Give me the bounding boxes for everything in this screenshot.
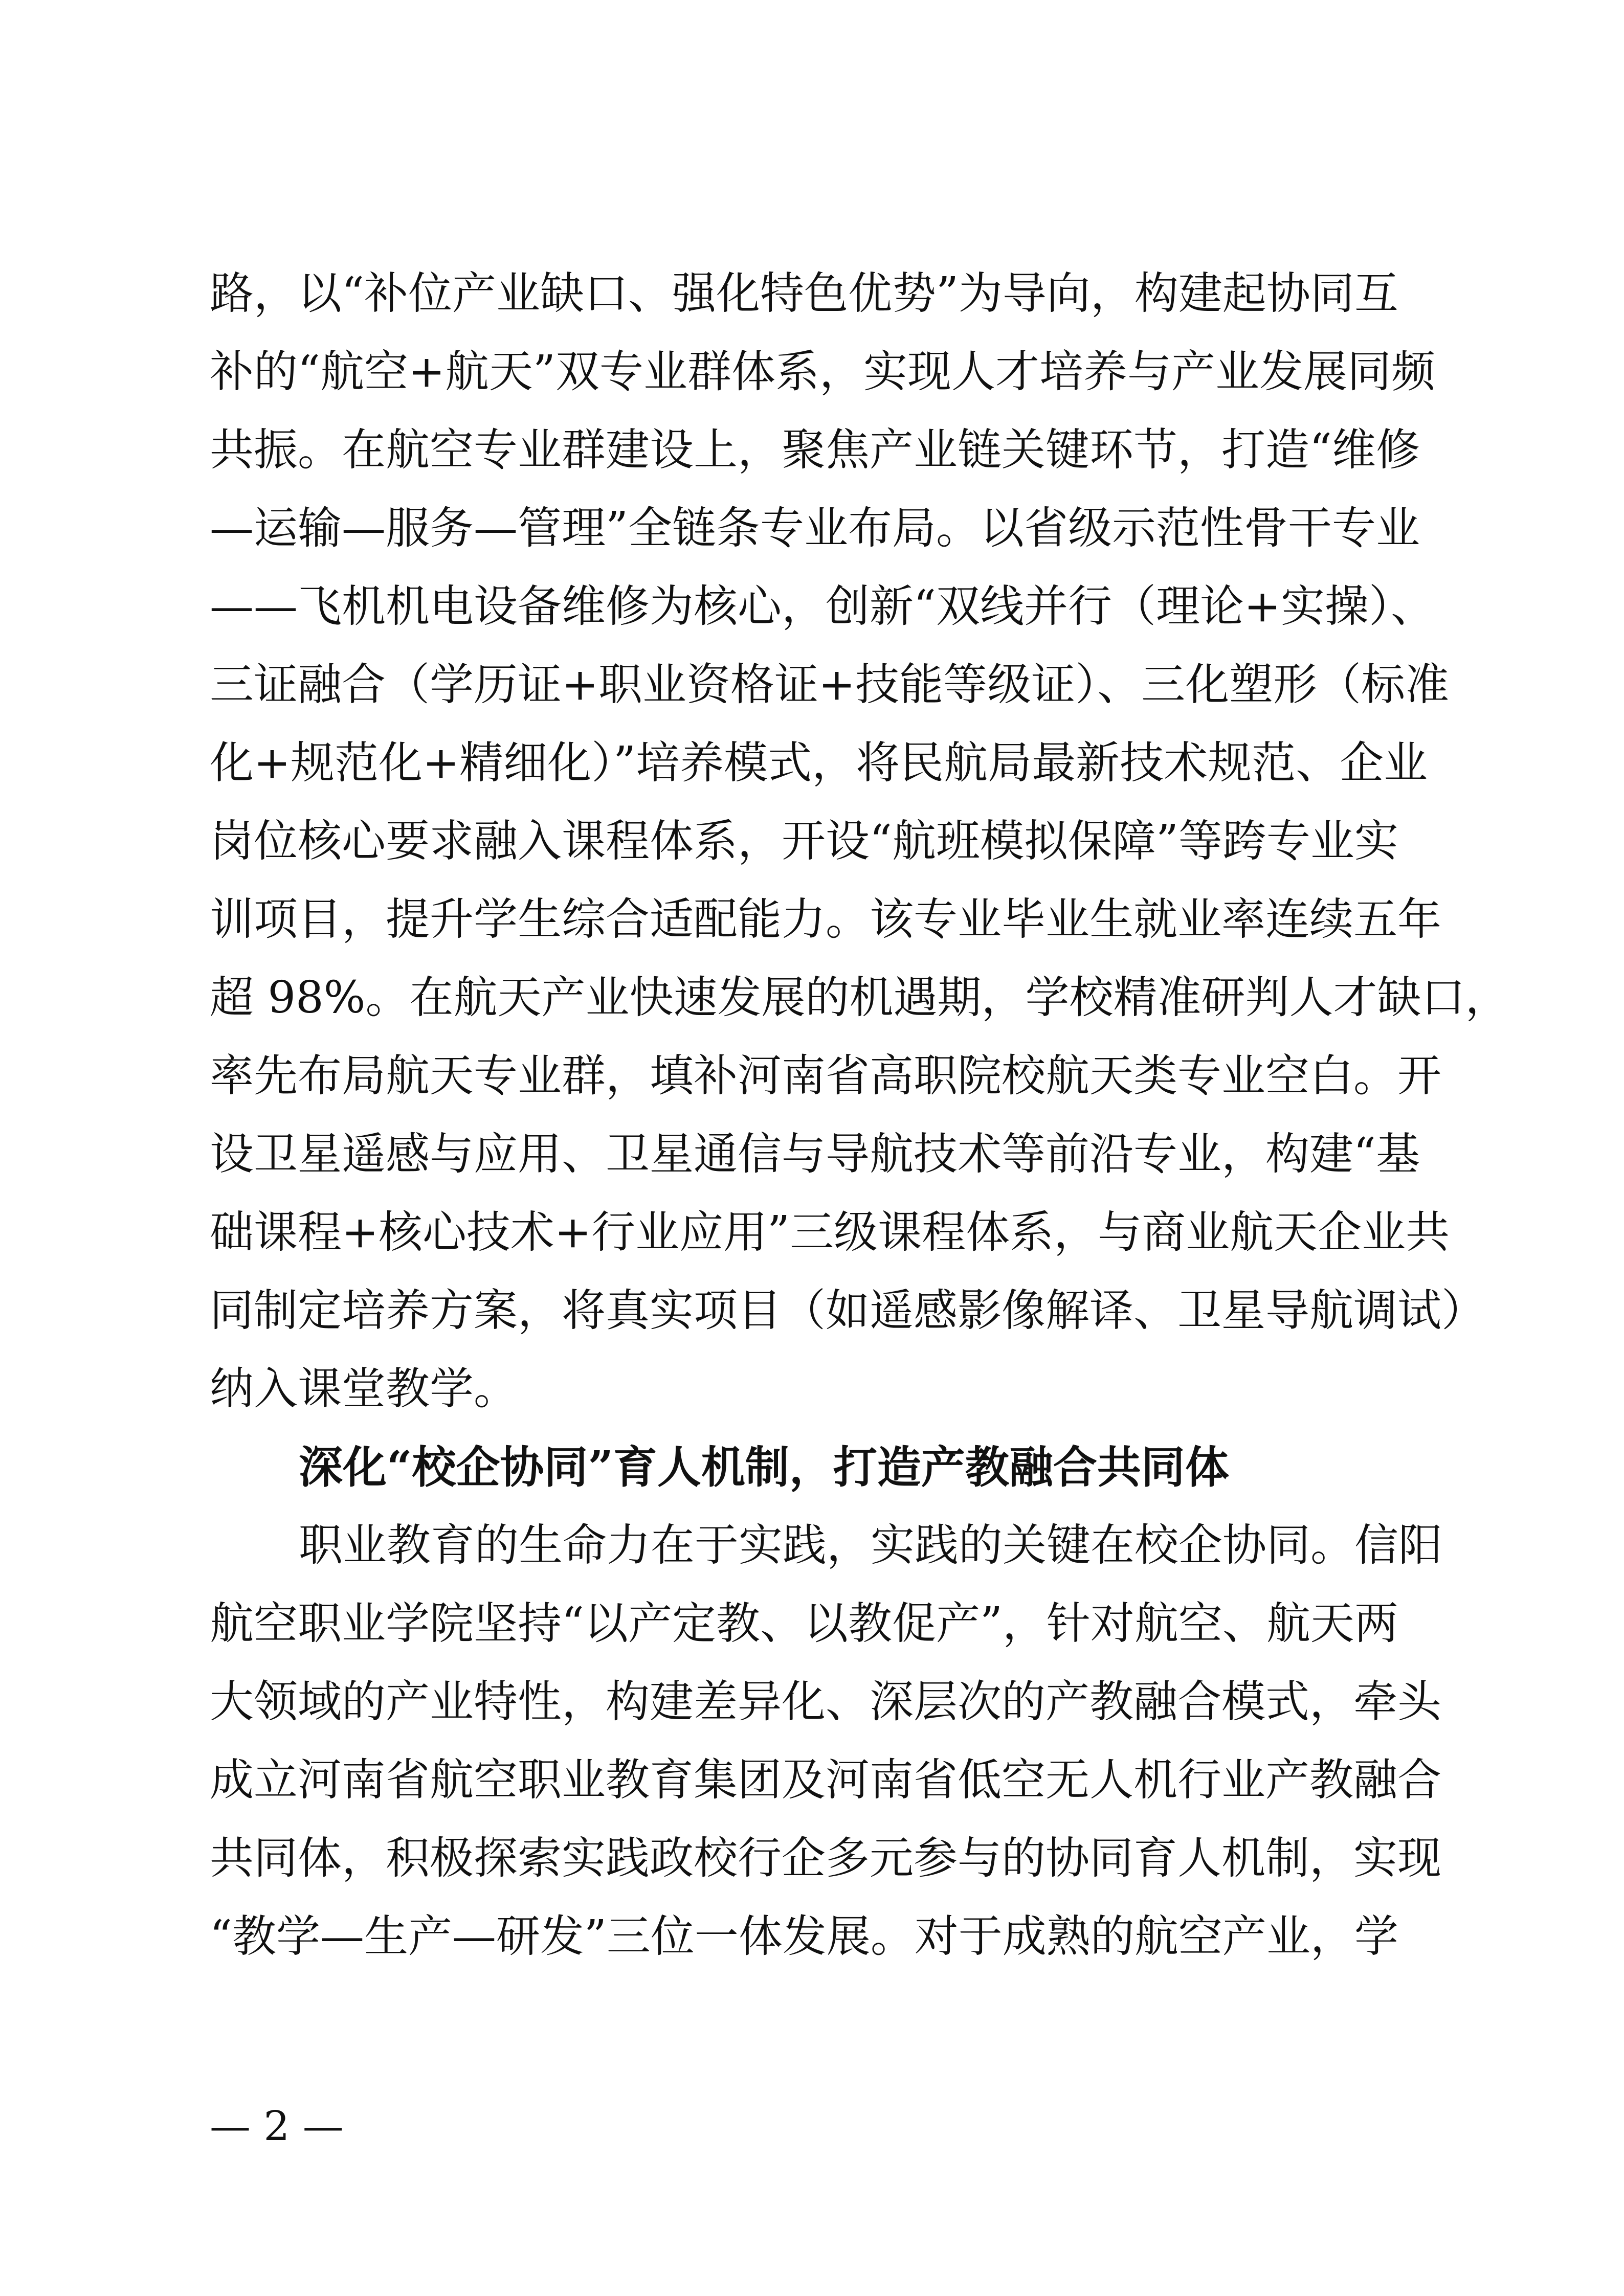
paragraph-line: 同制定培养方案，将真实项目（如遥感影像解译、卫星导航调试） xyxy=(210,1285,1485,1336)
paragraph-line: 训项目，提升学生综合适配能力。该专业毕业生就业率连续五年 xyxy=(210,894,1441,945)
paragraph-line: —运输—服务—管理”全链条专业布局。以省级示范性骨干专业 xyxy=(210,503,1420,554)
paragraph-line: 职业教育的生命力在于实践，实践的关键在校企协同。信阳 xyxy=(299,1520,1442,1571)
paragraph-line: 共振。在航空专业群建设上，聚焦产业链关键环节，打造“维修 xyxy=(210,424,1420,476)
paragraph-line: 补的“航空+航天”双专业群体系，实现人才培养与产业发展同频 xyxy=(210,346,1435,397)
body-text xyxy=(210,255,1509,1976)
paragraph-line: 设卫星遥感与应用、卫星通信与导航技术等前沿专业，构建“基 xyxy=(210,1129,1420,1180)
paragraph-line: 率先布局航天专业群，填补河南省高职院校航天类专业空白。开 xyxy=(210,1050,1441,1101)
paragraph-line: 共同体，积极探索实践政校行企多元参与的协同育人机制，实现 xyxy=(210,1833,1441,1884)
page-number: — 2 — xyxy=(210,2102,344,2150)
paragraph-line: 纳入课堂教学。 xyxy=(210,1363,518,1414)
paragraph-line: 路，以“补位产业缺口、强化特色优势”为导向，构建起协同互 xyxy=(210,268,1398,319)
section-heading: 深化“校企协同”育人机制，打造产教融合共同体 xyxy=(299,1442,1229,1493)
paragraph-line: 三证融合（学历证+职业资格证+技能等级证）、三化塑形（标准 xyxy=(210,659,1450,710)
paragraph-line: 航空职业学院坚持“以产定教、以教促产”，针对航空、航天两 xyxy=(210,1598,1398,1649)
paragraph-line: 超 98%。在航天产业快速发展的机遇期，学校精准研判人才缺口， xyxy=(210,972,1509,1023)
paragraph-line: 成立河南省航空职业教育集团及河南省低空无人机行业产教融合 xyxy=(210,1754,1441,1806)
paragraph-line: 岗位核心要求融入课程体系，开设“航班模拟保障”等跨专业实 xyxy=(210,816,1398,867)
paragraph-line: ——飞机机电设备维修为核心，创新“双线并行（理论+实操）、 xyxy=(210,581,1435,632)
paragraph-line: 础课程+核心技术+行业应用”三级课程体系，与商业航天企业共 xyxy=(210,1207,1450,1258)
paragraph-line: 化+规范化+精细化）”培养模式，将民航局最新技术规范、企业 xyxy=(210,737,1428,789)
paragraph-line: 大领域的产业特性，构建差异化、深层次的产教融合模式，牵头 xyxy=(210,1676,1441,1727)
paragraph-line: “教学—生产—研发”三位一体发展。对于成熟的航空产业，学 xyxy=(210,1911,1398,1962)
